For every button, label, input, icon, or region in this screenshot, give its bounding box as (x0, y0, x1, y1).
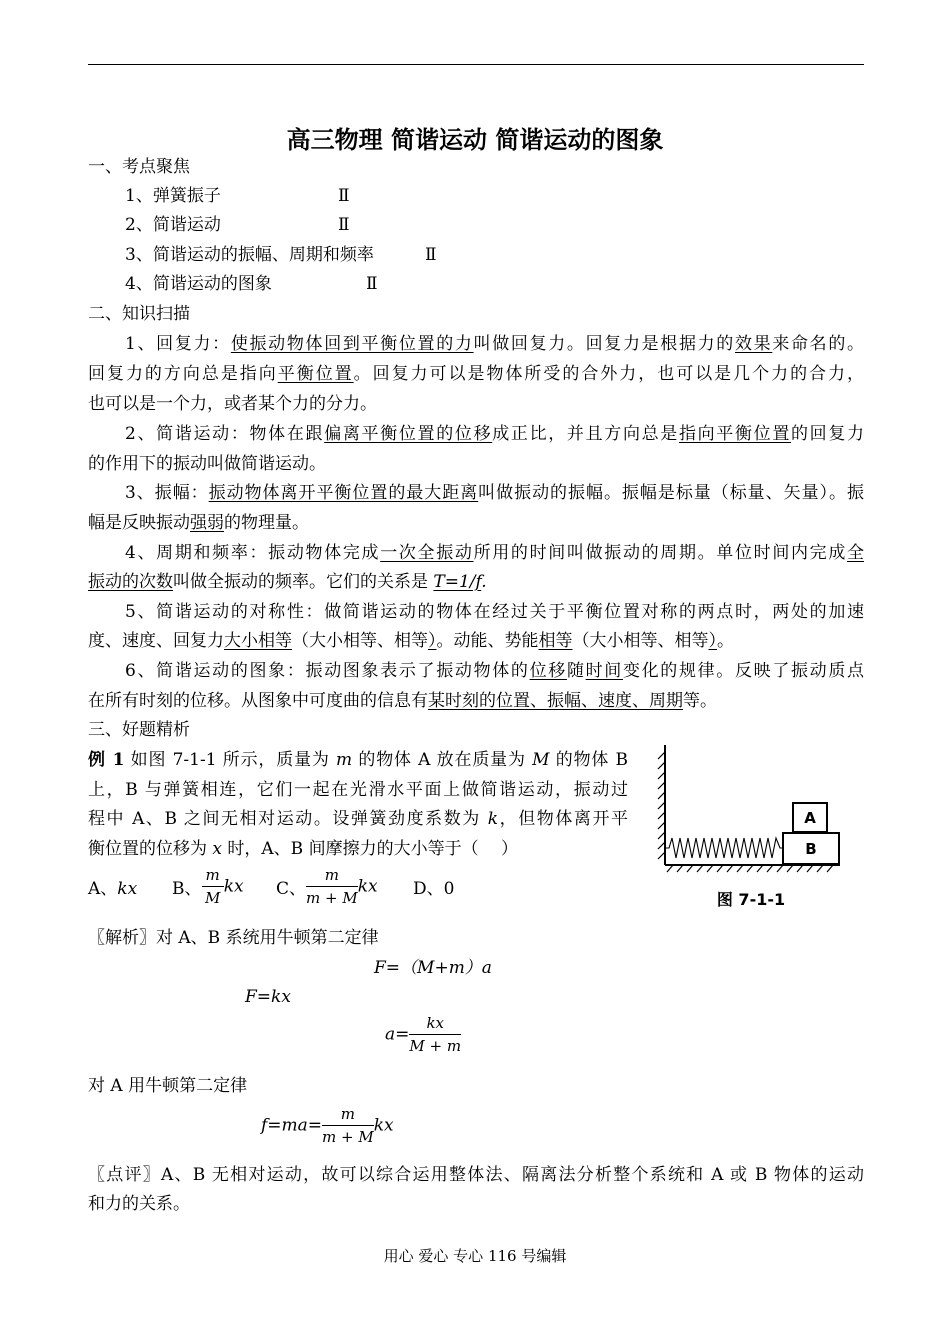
equation-3: a= $\frac{kx}{M + m}$ (385, 1014, 462, 1055)
option-d: D、0 (413, 879, 455, 899)
level-mark: Ⅱ (338, 215, 350, 235)
option-b: B、 $\frac{m}{M}$ kx (172, 866, 244, 907)
level-mark: Ⅱ (338, 186, 350, 206)
spring-diagram (655, 740, 845, 915)
equation-4: f=ma= $\frac{m}{m + M}$ kx (261, 1105, 394, 1146)
level-mark: Ⅱ (366, 274, 378, 294)
section-heading-1: 一、考点聚焦 (88, 157, 190, 177)
example-line: 衡位置的位移为 x 时，A、B 间摩擦力的大小等于（ ） (88, 839, 518, 859)
paragraph-shm: 2、简谐运动：物体在跟偏离平衡位置的位移成正比，并且方向总是指向平衡位置的回复力 (125, 424, 865, 444)
paragraph-line: 振动的次数叫做全振动的频率。它们的关系是 T=1/f. (88, 572, 487, 592)
section-heading-2: 二、知识扫描 (88, 304, 190, 324)
paragraph-amplitude: 3、振幅：振动物体离开平衡位置的最大距离叫做振动的振幅。振幅是标量（标量、矢量）。振 (125, 483, 864, 503)
spring-figure (655, 740, 845, 920)
example-line: 程中 A、B 之间无相对运动。设弹簧劲度系数为 k，但物体离开平 (88, 809, 629, 829)
analysis-line: 对 A 用牛顿第二定律 (88, 1076, 248, 1096)
section-heading-3: 三、好题精析 (88, 720, 190, 740)
example-line: 上，B 与弹簧相连，它们一起在光滑水平面上做简谐运动，振动过 (88, 780, 628, 800)
paragraph-line: 回复力的方向总是指向平衡位置。回复力可以是物体所受的合外力，也可以是几个力的合力， (88, 364, 865, 384)
equation-2: F=kx (245, 987, 291, 1007)
paragraph-restoring-force: 1、回复力：使振动物体回到平衡位置的力叫做回复力。回复力是根据力的效果来命名的。 (125, 334, 865, 354)
list-item: 2、简谐运动 (125, 215, 221, 235)
page-footer: 用心 爱心 专心 116 号编辑 (383, 1247, 567, 1265)
list-item: 3、简谐运动的振幅、周期和频率 (125, 245, 374, 265)
level-mark: Ⅱ (425, 245, 437, 265)
label-a: A (804, 809, 816, 827)
paragraph-line: 度、速度、回复力大小相等（大小相等、相等）。动能、势能相等（大小相等、相等）。 (88, 631, 734, 651)
comment-line: 〖点评〗A、B 无相对运动，故可以综合运用整体法、隔离法分析整个系统和 A 或 B 物体的运动 (88, 1165, 864, 1185)
paragraph-line: 的作用下的振动叫做简谐运动。 (88, 454, 326, 474)
figure-caption: 图 7-1-1 (716, 890, 786, 909)
page-title: 高三物理 简谐运动 简谐运动的图象 (286, 126, 664, 154)
paragraph-graph: 6、简谐运动的图象：振动图象表示了振动物体的位移随时间变化的规律。反映了振动质点 (125, 661, 865, 681)
example-line: 例 1 如图 7-1-1 所示，质量为 m 的物体 A 放在质量为 M 的物体 B (88, 750, 628, 770)
option-c: C、 $\frac{m}{m + M}$ kx (276, 866, 378, 907)
paragraph-line: 在所有时刻的位移。从图象中可度曲的信息有某时刻的位置、振幅、速度、周期等。 (88, 691, 717, 711)
paragraph-line: 也可以是一个力，或者某个力的分力。 (88, 394, 377, 414)
paragraph-symmetry: 5、简谐运动的对称性：做简谐运动的物体在经过关于平衡位置对称的两点时，两处的加速 (125, 602, 864, 622)
comment-line: 和力的关系。 (88, 1194, 190, 1214)
option-a: A、kx (88, 879, 138, 899)
header-rule (88, 64, 864, 65)
label-b: B (805, 840, 817, 858)
paragraph-period: 4、周期和频率：振动物体完成一次全振动所用的时间叫做振动的周期。单位时间内完成全 (125, 543, 864, 563)
equation-1: F=（M+m）a (374, 958, 492, 978)
list-item: 4、简谐运动的图象 (125, 274, 272, 294)
paragraph-line: 幅是反映振动强弱的物理量。 (88, 513, 309, 533)
list-item: 1、弹簧振子 (125, 186, 221, 206)
analysis-intro: 〖解析〗对 A、B 系统用牛顿第二定律 (88, 928, 379, 948)
